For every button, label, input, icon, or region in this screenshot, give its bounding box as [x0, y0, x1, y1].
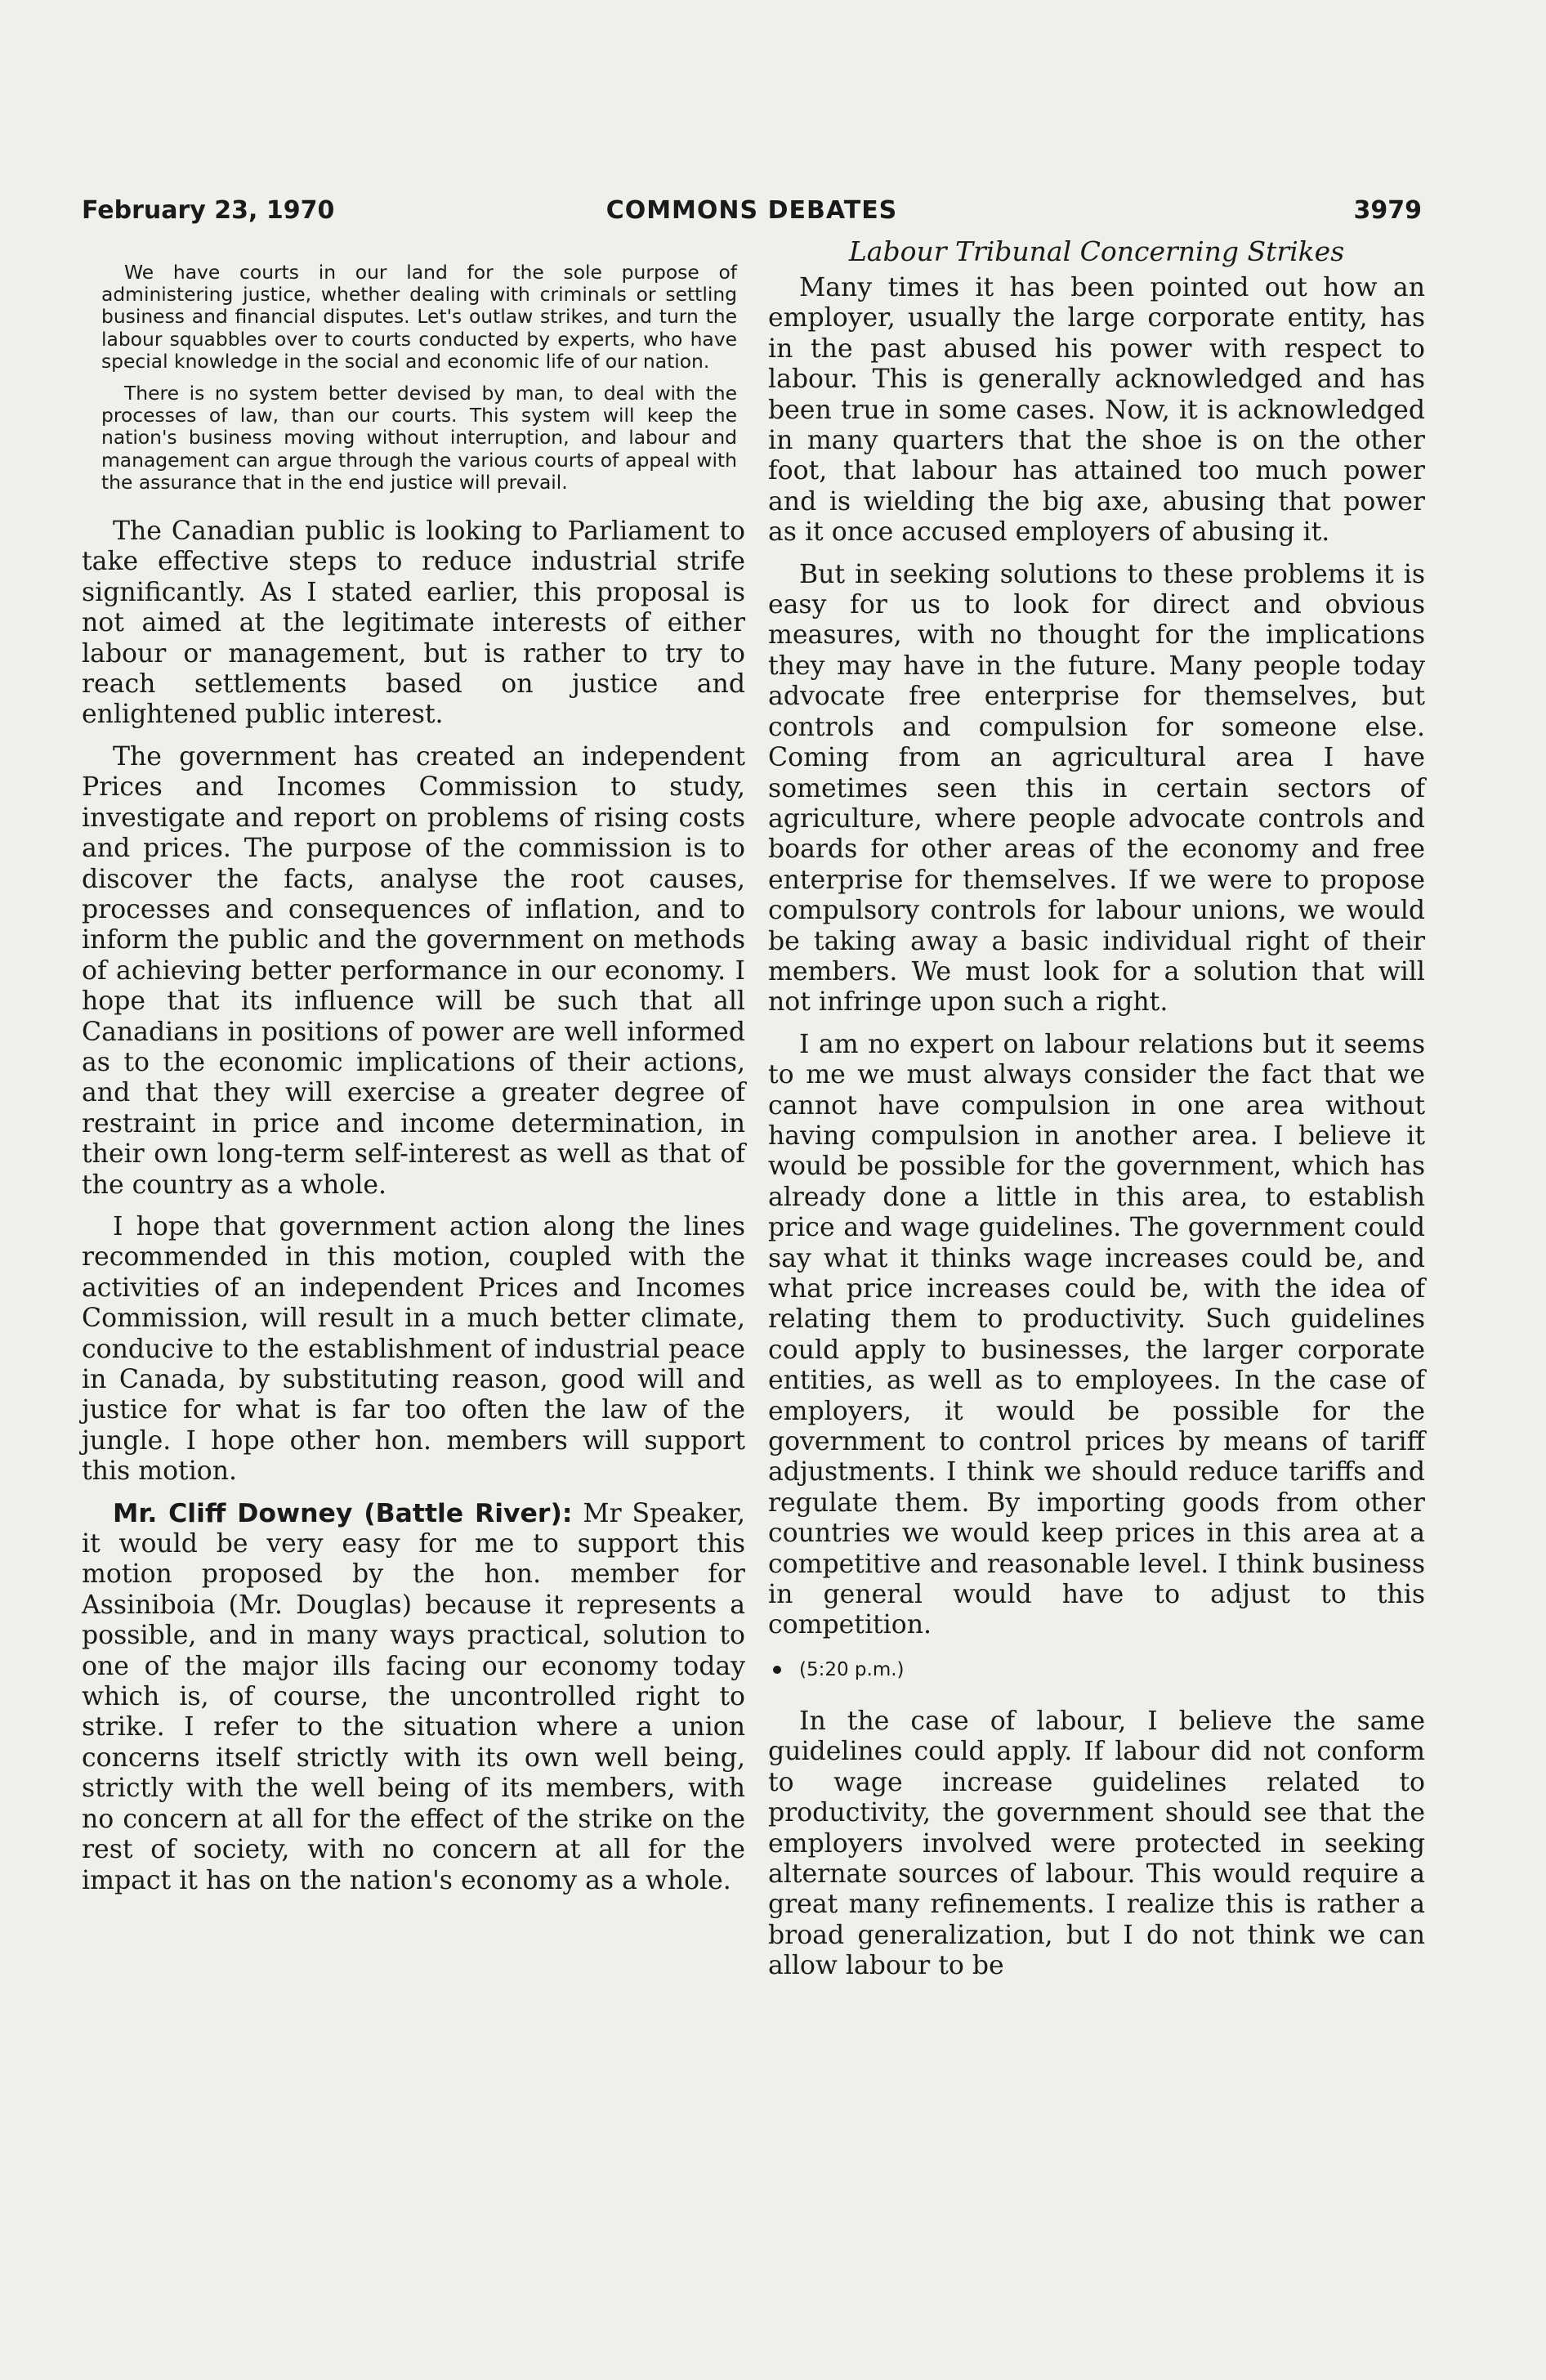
body-paragraph: I am no expert on labour relations but it seems to me we must always consider the fact that we cannot have compulsion in one area without having compulsion in another area. I believe it would be possible for the government, which has already done a little in this area, to establish price and wage guidelines. The government could say what it thinks wage increases could be, and what price increases could be, with the idea of relating them to productivity. Such guidelines could apply to businesses, the larger corporate entities, as well as to employees. In the case of employers, it would be possible for the government to control prices by means of tariff adjustments. I think we should reduce tariffs and regulate them. By importing goods from other countries we would keep prices in this area at a competitive and reasonable level. I think business in general would have to adjust to this competition. [768, 1029, 1425, 1640]
right-body-continued [768, 1707, 1425, 1982]
section-subheading: Labour Tribunal Concerning Strikes [848, 235, 1345, 267]
body-paragraph: But in seeking solutions to these problems it is easy for us to look for direct and obvious measures, with no thought for the implications they may have in the future. Many people today advocate free enterprise for themselves, but controls and compulsion for someone else. Coming from an agricultural area I have sometimes seen this in certain sectors of agriculture, where people advocate controls and boards for other areas of the economy and free enterprise for themselves. If we were to propose compulsory controls for labour unions, we would be taking away a basic individual right of their members. We must look for a solution that will not infringe upon such a right. [768, 559, 1425, 1018]
left-column [82, 262, 745, 1908]
header-publication: COMMONS DEBATES [605, 196, 898, 225]
right-body [768, 273, 1425, 1641]
body-paragraph: The Canadian public is looking to Parliament to take effective steps to reduce industrial strife significantly. As I stated earlier, this proposal is not aimed at the legitimate interests of either labour or management, but is rather to try to reach settlements based on justice and enlightened public interest. [82, 517, 745, 730]
body-paragraph: The government has created an independent Prices and Incomes Commission to study, investigate and report on problems of rising costs and prices. The purpose of the commission is to discover the facts, analyse the root causes, processes and consequences of inflation, and to inform the public and the government on methods of achieving better performance in our economy. I hope that its influence will be such that all Canadians in positions of power are well informed as to the economic implications of their actions, and that they will exercise a greater degree of restraint in price and income determination, in their own long-term self-interest as well as that of the country as a whole. [82, 741, 745, 1200]
quote-paragraph: There is no system better devised by man, to deal with the processes of law, than our courts. This system will keep the nation's business moving without interruption, and labour and management can argue through the various courts of appeal with the assurance that in the end justice will prevail. [101, 382, 737, 494]
header-date: February 23, 1970 [82, 196, 335, 225]
quoted-passage [101, 262, 737, 494]
body-paragraph: In the case of labour, I believe the same guidelines could apply. If labour did not conform to wage increase guidelines related to productivity, the government should see that the employers involved were protected in seeking alternate sources of labour. This would require a great many refinements. I realize this is rather a broad generalization, but I do not think we can allow labour to be [768, 1706, 1425, 1981]
page-header [82, 196, 1422, 232]
right-column [768, 237, 1425, 1993]
bullet-icon [773, 1666, 781, 1674]
speaker-paragraph [82, 1499, 745, 1896]
time-marker-text: (5:20 p.m.) [799, 1658, 905, 1680]
left-body [82, 517, 745, 1896]
body-paragraph: Many times it has been pointed out how an employer, usually the large corporate entity, has in the past abused his power with respect to labour. This is generally acknowledged and has been true in some cases. Now, it is acknowledged in many quarters that the shoe is on the other foot, that labour has attained too much power and is wielding the big axe, abusing that power as it once accused employers of abusing it. [768, 273, 1425, 548]
speaker-name: Mr. Cliff Downey (Battle River): [113, 1498, 573, 1528]
time-marker [773, 1659, 1425, 1680]
speaker-text: Mr Speaker, it would be very easy for me to support this motion proposed by the hon. member for Assiniboia (Mr. Douglas) because it represents a possible, and in many ways practical, solution to one of the major ills facing our economy today which is, of course, the uncontrolled right to strike. I refer to the situation where a union concerns itself strictly with its own well being, strictly with the well being of its members, with no concern at all for the effect of the strike on the rest of society, with no concern at all for the impact it has on the nation's economy as a whole. [82, 1498, 745, 1895]
body-paragraph: I hope that government action along the lines recommended in this motion, coupled with the activities of an independent Prices and Incomes Commission, will result in a much better climate, conducive to the establishment of industrial peace in Canada, by substituting reason, good will and justice for what is far too often the law of the jungle. I hope other hon. members will support this motion. [82, 1211, 745, 1487]
header-page-number: 3979 [1353, 196, 1422, 225]
quote-paragraph: We have courts in our land for the sole purpose of administering justice, whether dealing with criminals or settling business and financial disputes. Let's outlaw strikes, and turn the labour squabbles over to courts conducted by experts, who have special knowledge in the social and economic life of our nation. [101, 261, 737, 373]
